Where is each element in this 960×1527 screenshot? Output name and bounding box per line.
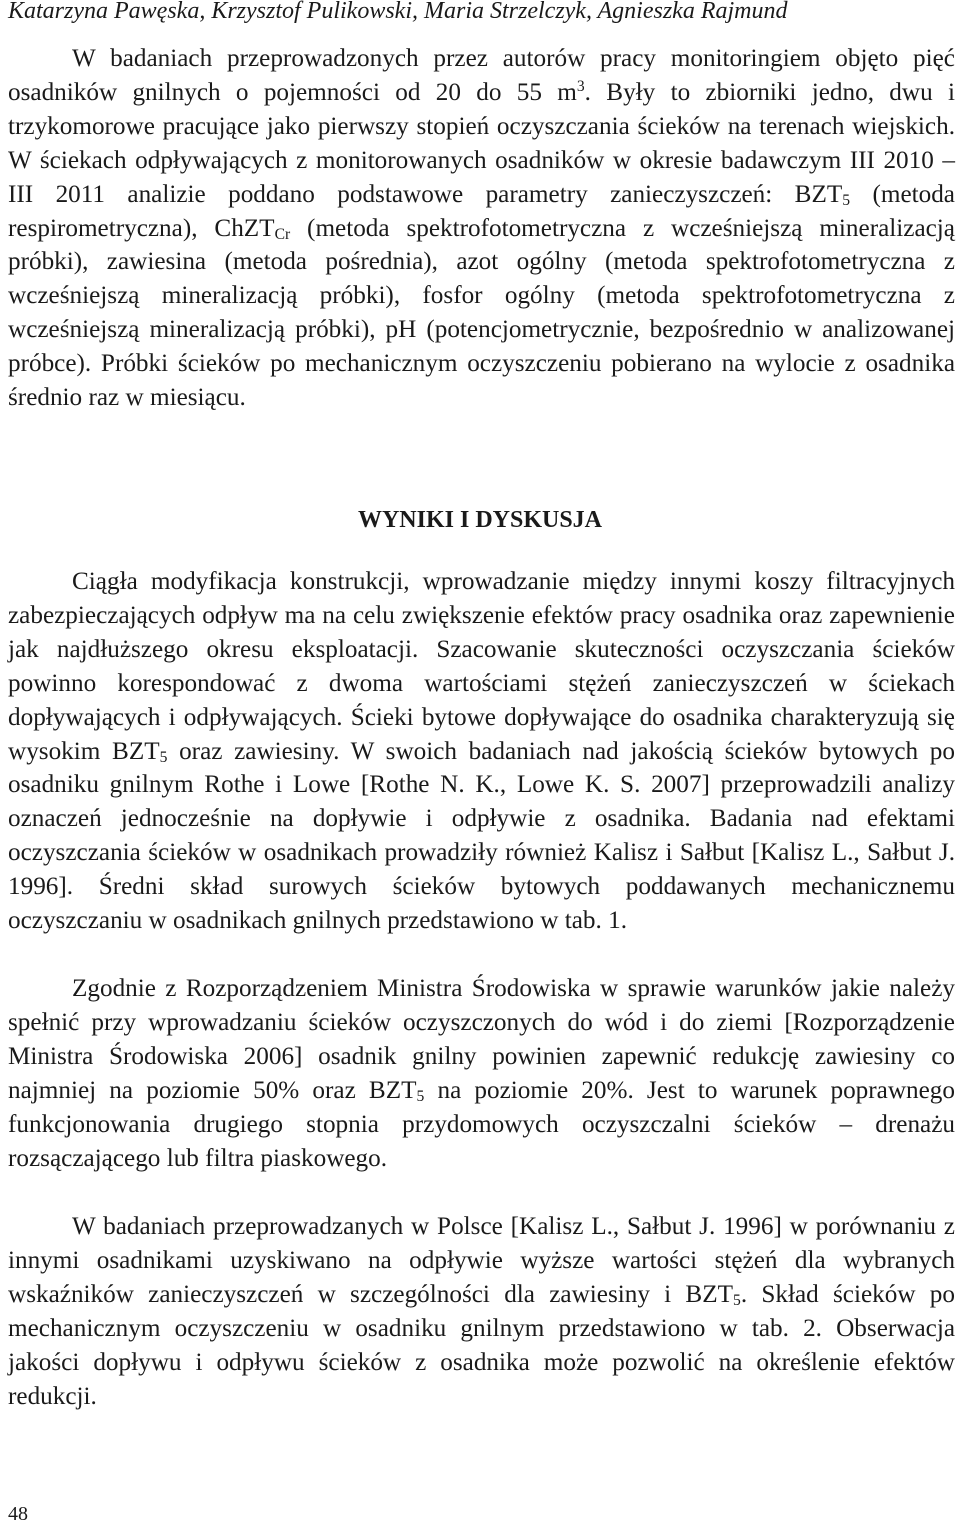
section-heading: WYNIKI I DYSKUSJA bbox=[357, 507, 603, 533]
intro-text-3: (metoda respirometryczna), ChZT bbox=[8, 180, 955, 242]
results-p2-text-2: na poziomie 20%. Jest to warunek poprawnego funkcjonowania drugiego stopnia przydomowych oczyszczalni ścieków – drenażu rozsączającego lub filtra piaskowego. bbox=[8, 1076, 955, 1172]
results-paragraph-1 bbox=[8, 565, 955, 938]
results-p1-text-2: oraz zawiesiny. W swoich badaniach nad jakością ścieków bytowych po osadniku gnilnym Rothe i Lowe [Rothe N. K., Lowe K. S. 2007] przeprowadzili analizy oznaczeń jednocześnie na dopływie i odpływie z osadnika. Badania nad efektami oczyszczania ścieków w osadnikach prowadziły również Kalisz i Sałbut [Kalisz L., Sałbut J. 1996]. Średni skład surowych ścieków bytowych poddawanych mechanicznemu oczyszczaniu w osadnikach gnilnych przedstawiono w tab. 1. bbox=[8, 737, 955, 935]
results-paragraph-2 bbox=[8, 972, 955, 1175]
page-number: 48 bbox=[8, 1503, 28, 1525]
intro-paragraph bbox=[8, 42, 955, 415]
results-p1-sub: 5 bbox=[159, 748, 168, 766]
intro-text-4: (metoda spektrofotometryczna z wcześniejszą mineralizacją próbki), zawiesina (metoda pośrednia), azot ogólny (metoda spektrofotometryczna z wcześniejszą mineralizacją próbki), fosfor ogólny (metoda spektrofotometryczna z wcześniejszą mineralizacją próbki), pH (potencjometrycznie, bezpośrednio w analizowanej próbce). Próbki ścieków po mechanicznym oczyszczeniu pobierano na wylocie z osadnika średnio raz w miesiącu. bbox=[8, 214, 955, 412]
intro-sub-bzt: 5 bbox=[842, 191, 851, 209]
results-p2-sub: 5 bbox=[416, 1087, 425, 1105]
results-p3-text-2: . Skład ścieków po mechanicznym oczyszczeniu w osadniku gnilnym przedstawiono w tab. 2. Obserwacja jakości dopływu i odpływu ścieków z osadnika może pozwolić na określenie efektów redukcji. bbox=[8, 1280, 955, 1410]
results-paragraph-3 bbox=[8, 1210, 955, 1413]
results-p2-text-1: Zgodnie z Rozporządzeniem Ministra Środowiska w sprawie warunków jakie należy spełnić przy wprowadzaniu ścieków oczyszczonych do wód i do ziemi [Rozporządzenie Ministra Środowiska 2006] osadnik gnilny powinien zapewnić redukcję zawiesiny co najmniej na poziomie 50% oraz BZT bbox=[8, 975, 955, 1104]
results-p3-sub: 5 bbox=[733, 1291, 741, 1309]
results-p1-text-1: Ciągła modyfikacja konstrukcji, wprowadzanie między innymi koszy filtracyjnych zabezpieczających odpływ ma na celu zwiększenie efektów pracy osadnika oraz zapewnienie jak najdłuższego okresu eksploatacji. Szacowanie skuteczności oczyszczania ścieków powinno korespondować z dwoma wartościami stężeń zanieczyszczeń w ściekach dopływających i odpływających. Ścieki bytowe dopływające do osadnika charakteryzują się wysokim BZT bbox=[8, 568, 955, 765]
running-header: Katarzyna Pawęska, Krzysztof Pulikowski, Maria Strzelczyk, Agnieszka Rajmund bbox=[8, 0, 788, 24]
intro-text-2: . Były to zbiorniki jedno, dwu i trzykomorowe pracujące jako pierwszy stopień oczyszczania ścieków na terenach wiejskich. W ściekach odpływających z monitorowanych osadników w okresie badawczym III 2010 – III 2011 analizie poddano podstawowe parametry zanieczyszczeń: BZT bbox=[8, 78, 955, 208]
intro-text-1: W badaniach przeprowadzonych przez autorów pracy monitoringiem objęto pięć osadników gnilnych o pojemności od 20 do 55 m bbox=[8, 45, 955, 106]
results-p3-text-1: W badaniach przeprowadzanych w Polsce [Kalisz L., Sałbut J. 1996] w porównaniu z innymi osadnikami uzyskiwano na odpływie wyższe wartości stężeń dla wybranych wskaźników zanieczyszczeń w szczególności dla zawiesiny i BZT bbox=[8, 1213, 955, 1308]
intro-sup-cubic: 3 bbox=[576, 77, 585, 95]
intro-sub-chzt: Cr bbox=[274, 225, 291, 243]
